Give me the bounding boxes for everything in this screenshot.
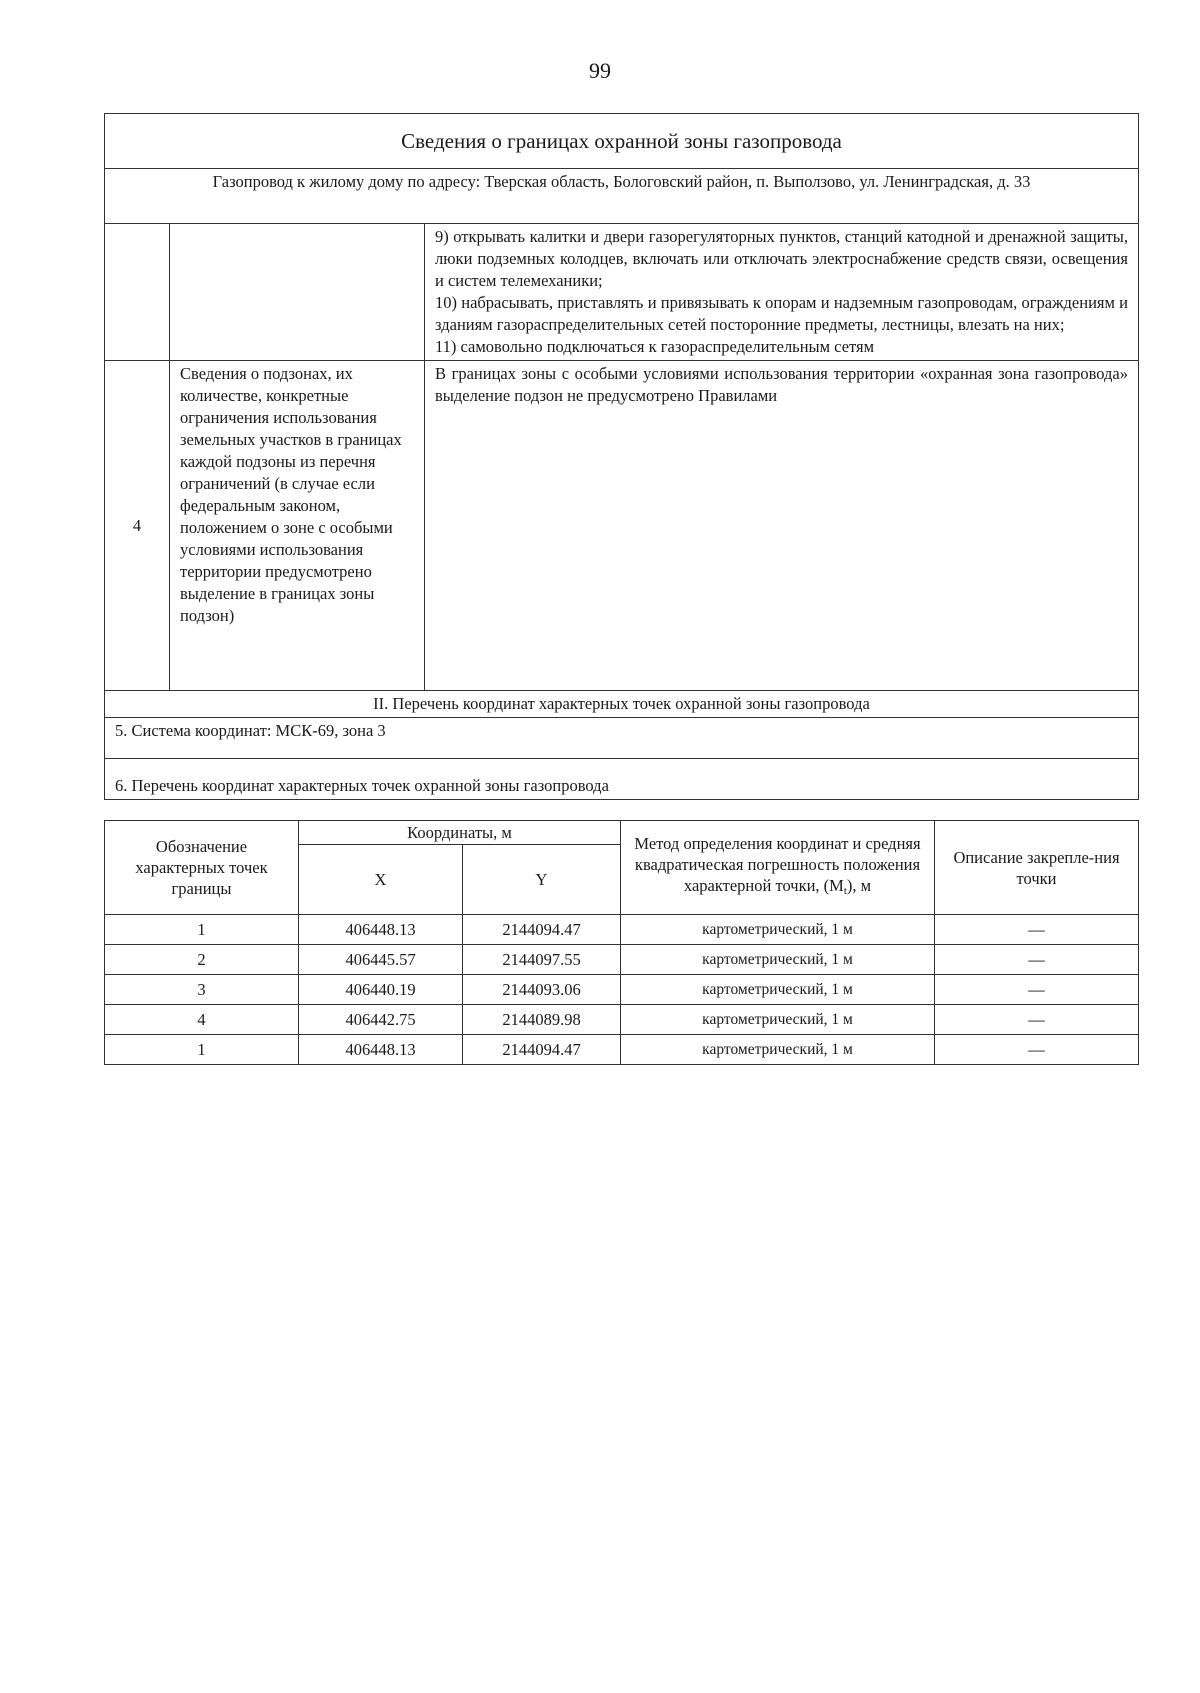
- restrictions-cell: [425, 224, 1139, 361]
- coordinate-system: 5. Система координат: МСК-69, зона 3: [105, 718, 1139, 759]
- restriction-item: 9) открывать калитки и двери газорегуляторных пунктов, станций катодной и дренажной защиты, люки подземных колодцев, включать или отключать электроснабжение средств связи, освещения и систем телемеханики;: [435, 227, 1128, 290]
- header-method-subscript: t: [843, 885, 847, 897]
- description-cell: —: [935, 1035, 1139, 1065]
- y-cell: 2144094.47: [463, 915, 621, 945]
- y-cell: 2144097.55: [463, 945, 621, 975]
- point-cell: 1: [105, 1035, 299, 1065]
- restrictions-row: [105, 224, 1139, 361]
- y-cell: 2144093.06: [463, 975, 621, 1005]
- table-row: [105, 1005, 1139, 1035]
- document-title: Сведения о границах охранной зоны газопровода: [105, 114, 1139, 169]
- subzones-value: В границах зоны с особыми условиями использования территории «охранная зона газопровода» выделение подзон не предусмотрено Правилами: [425, 361, 1139, 691]
- x-cell: 406448.13: [299, 915, 463, 945]
- x-cell: 406440.19: [299, 975, 463, 1005]
- page-number: 99: [589, 58, 611, 83]
- point-cell: 3: [105, 975, 299, 1005]
- x-cell: 406442.75: [299, 1005, 463, 1035]
- header-description: Описание закрепле-ния точки: [935, 821, 1139, 915]
- x-cell: 406448.13: [299, 1035, 463, 1065]
- coordinate-list-title: 6. Перечень координат характерных точек охранной зоны газопровода: [105, 759, 1139, 800]
- header-coords: Координаты, м: [299, 821, 621, 845]
- point-cell: 1: [105, 915, 299, 945]
- restriction-item: 10) набрасывать, приставлять и привязывать к опорам и надземным газопроводам, ограждениям и зданиям газораспределительных сетей посторонние предметы, лестницы, влезать на них;: [435, 293, 1128, 334]
- y-cell: 2144094.47: [463, 1035, 621, 1065]
- coordinates-table: [104, 820, 1139, 1065]
- header-y: Y: [463, 845, 621, 915]
- empty-number-cell: [105, 224, 170, 361]
- description-cell: —: [935, 975, 1139, 1005]
- header-method-unit: ), м: [846, 876, 872, 895]
- method-cell: картометрический, 1 м: [621, 915, 935, 945]
- header-method-text: Метод определения координат и средняя квадратическая погрешность положения характерной точки, (M: [634, 834, 921, 895]
- restriction-item: 11) самовольно подключаться к газораспределительным сетям: [435, 337, 875, 356]
- empty-label-cell: [170, 224, 425, 361]
- method-cell: картометрический, 1 м: [621, 945, 935, 975]
- method-cell: картометрический, 1 м: [621, 975, 935, 1005]
- description-cell: —: [935, 1005, 1139, 1035]
- point-cell: 2: [105, 945, 299, 975]
- table-row: [105, 915, 1139, 945]
- table-row: [105, 945, 1139, 975]
- x-cell: 406445.57: [299, 945, 463, 975]
- table-row: [105, 1035, 1139, 1065]
- section-2-title: II. Перечень координат характерных точек охранной зоны газопровода: [105, 691, 1139, 718]
- description-cell: —: [935, 915, 1139, 945]
- header-method: [621, 821, 935, 915]
- method-cell: картометрический, 1 м: [621, 1035, 935, 1065]
- table-row: [105, 975, 1139, 1005]
- header-x: X: [299, 845, 463, 915]
- method-cell: картометрический, 1 м: [621, 1005, 935, 1035]
- zone-info-table: [104, 113, 1139, 800]
- header-point: Обозначение характерных точек границы: [105, 821, 299, 915]
- subzones-row: [105, 361, 1139, 691]
- address-line: Газопровод к жилому дому по адресу: Тверская область, Бологовский район, п. Выползово, ул. Ленинградская, д. 33: [105, 169, 1139, 224]
- y-cell: 2144089.98: [463, 1005, 621, 1035]
- description-cell: —: [935, 945, 1139, 975]
- subzones-label: Сведения о подзонах, их количестве, конкретные ограничения использования земельных участков в границах каждой подзоны из перечня ограничений (в случае если федеральным законом, положением о зоне с особыми условиями использования территории предусмотрено выделение в границах зоны подзон): [170, 361, 425, 691]
- point-cell: 4: [105, 1005, 299, 1035]
- row-number: 4: [105, 361, 170, 691]
